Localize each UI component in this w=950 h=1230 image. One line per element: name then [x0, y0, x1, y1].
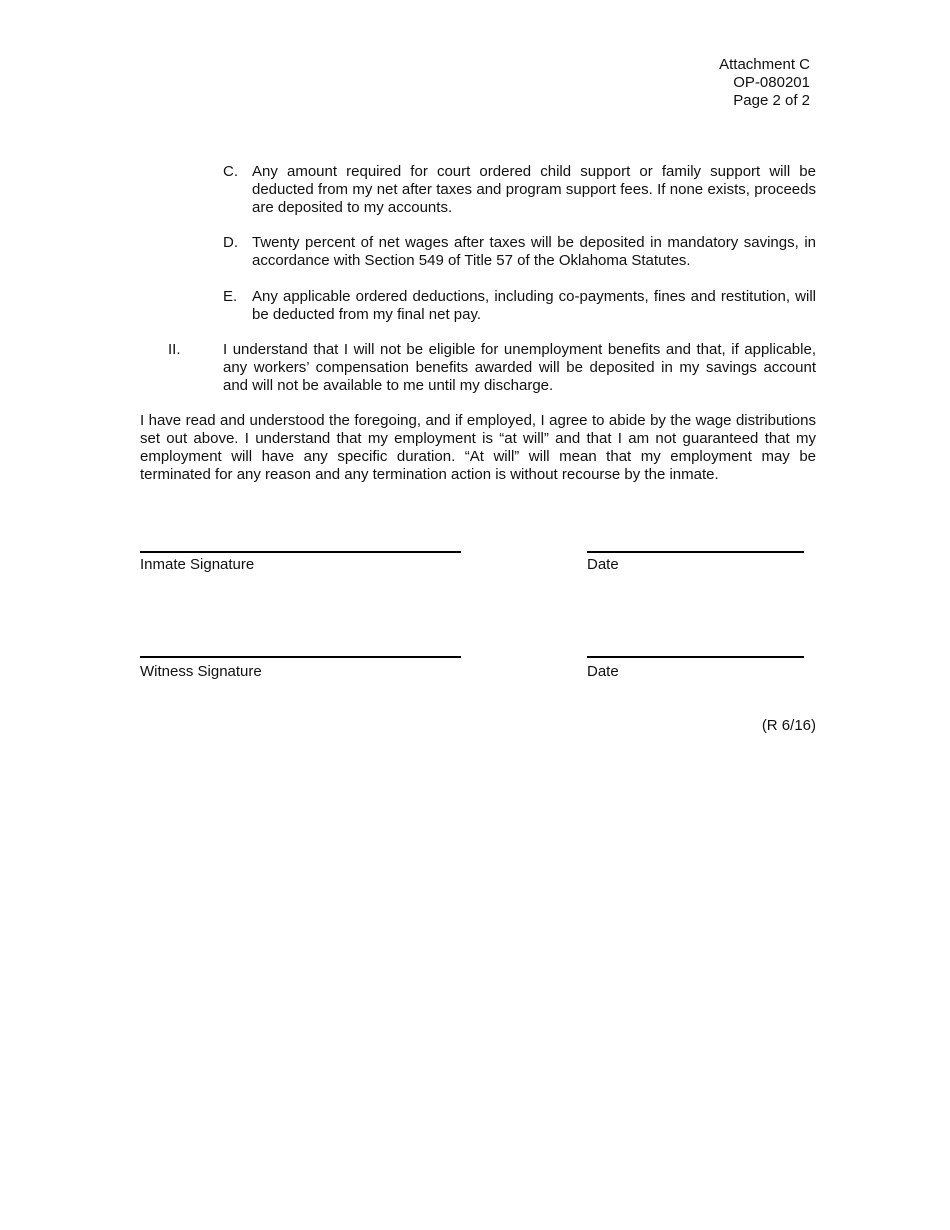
witness-signature-label: Witness Signature: [140, 663, 262, 680]
inmate-date-label: Date: [587, 556, 619, 573]
item-c: [223, 163, 816, 217]
inmate-signature-line: [140, 551, 461, 553]
item-d: [223, 234, 816, 270]
section-ii: [168, 341, 816, 395]
witness-date-line: [587, 656, 804, 658]
document-header: [719, 56, 810, 110]
inmate-date-line: [587, 551, 804, 553]
inmate-signature-label: Inmate Signature: [140, 556, 255, 573]
section-numeral: II.: [168, 341, 181, 358]
item-text: Any amount required for court ordered child support or family support will be deducted from my net after taxes and program support fees. If none exists, proceeds are deposited to my accounts.: [252, 163, 816, 216]
witness-signature-line: [140, 656, 461, 658]
item-text: Twenty percent of net wages after taxes will be deposited in mandatory savings, in accordance with Section 549 of Title 57 of the Oklahoma Statutes.: [252, 234, 816, 269]
policy-number: OP-080201: [733, 74, 810, 91]
item-text: Any applicable ordered deductions, including co-payments, fines and restitution, will be deducted from my final net pay.: [252, 288, 816, 323]
item-letter: E.: [223, 288, 238, 305]
item-e: [223, 288, 816, 324]
acknowledgement-paragraph: I have read and understood the foregoing, and if employed, I agree to abide by the wage distributions set out above. I understand that my employment is “at will” and that I am not guaranteed that my employment will have any specific duration. “At will” will mean that my employment may be terminated for any reason and any termination action is without recourse by the inmate.: [140, 412, 816, 483]
revision-code: (R 6/16): [761, 717, 816, 734]
item-letter: D.: [223, 234, 238, 251]
witness-date-label: Date: [587, 663, 619, 680]
item-letter: C.: [223, 163, 238, 180]
section-text: I understand that I will not be eligible for unemployment benefits and that, if applicable, any workers’ compensation benefits awarded will be deposited in my savings account and will not be available to me until my discharge.: [223, 341, 816, 394]
page-number: Page 2 of 2: [733, 92, 810, 109]
attachment-label: Attachment C: [719, 56, 810, 73]
